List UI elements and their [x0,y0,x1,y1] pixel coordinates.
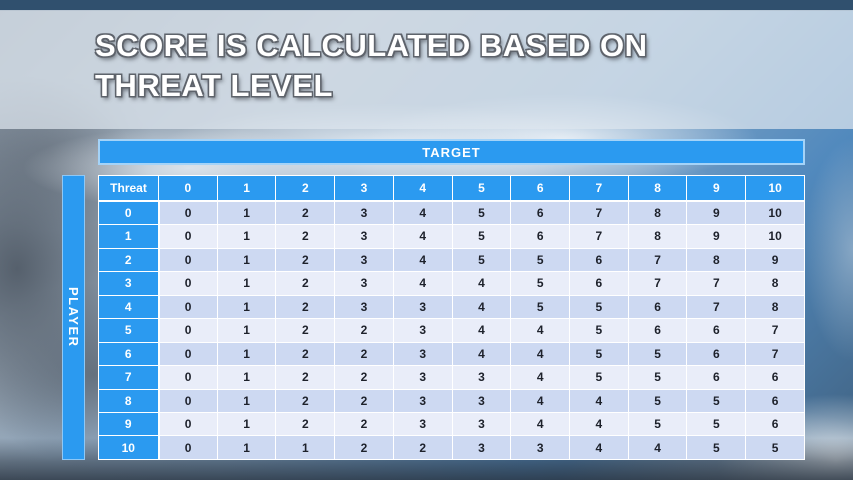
score-cell: 10 [746,201,805,225]
score-cell: 2 [276,225,335,248]
target-col-header: 1 [217,176,276,201]
score-cell: 7 [687,295,746,318]
score-cell: 5 [628,342,687,365]
score-cell: 6 [570,248,629,271]
score-cell: 5 [511,295,570,318]
score-cell: 6 [746,413,805,436]
score-cell: 6 [628,295,687,318]
score-table-header [99,176,805,201]
score-cell: 1 [217,342,276,365]
score-cell: 2 [335,436,394,460]
score-cell: 1 [217,225,276,248]
target-col-header: 4 [393,176,452,201]
table-row [99,366,805,389]
score-cell: 3 [393,366,452,389]
score-cell: 0 [159,436,218,460]
score-cell: 1 [217,389,276,412]
score-cell: 4 [628,436,687,460]
score-table [98,175,805,460]
score-cell: 5 [570,295,629,318]
score-cell: 2 [393,436,452,460]
score-cell: 1 [217,436,276,460]
score-cell: 3 [393,295,452,318]
score-cell: 3 [393,389,452,412]
score-cell: 3 [452,436,511,460]
score-cell: 6 [511,201,570,225]
player-banner [62,175,85,460]
score-cell: 2 [335,413,394,436]
score-cell: 7 [628,248,687,271]
table-row [99,225,805,248]
score-cell: 4 [452,342,511,365]
score-cell: 5 [570,342,629,365]
score-cell: 3 [335,225,394,248]
score-cell: 0 [159,225,218,248]
threat-row-label: 7 [99,366,159,389]
score-cell: 4 [393,201,452,225]
score-cell: 0 [159,413,218,436]
score-cell: 3 [452,366,511,389]
threat-row-label: 9 [99,413,159,436]
threat-row-label: 0 [99,201,159,225]
player-label: PLAYER [66,287,81,348]
score-cell: 5 [628,366,687,389]
table-row [99,272,805,295]
target-col-header: 8 [628,176,687,201]
score-cell: 10 [746,225,805,248]
score-cell: 6 [511,225,570,248]
score-cell: 5 [570,319,629,342]
score-cell: 5 [687,436,746,460]
table-row [99,248,805,271]
score-cell: 5 [687,413,746,436]
target-label: TARGET [422,144,481,160]
score-cell: 8 [687,248,746,271]
score-cell: 0 [159,272,218,295]
score-cell: 3 [335,248,394,271]
score-cell: 9 [687,225,746,248]
score-cell: 7 [628,272,687,295]
score-cell: 7 [570,201,629,225]
score-cell: 2 [276,248,335,271]
score-cell: 7 [746,319,805,342]
score-cell: 1 [217,248,276,271]
score-cell: 2 [276,389,335,412]
score-cell: 1 [217,366,276,389]
score-cell: 4 [511,389,570,412]
score-cell: 5 [511,248,570,271]
score-cell: 2 [335,342,394,365]
score-cell: 6 [746,389,805,412]
score-cell: 4 [511,413,570,436]
score-cell: 1 [217,413,276,436]
table-row [99,436,805,460]
score-cell: 2 [335,366,394,389]
target-col-header: 0 [159,176,218,201]
score-cell: 6 [746,366,805,389]
score-cell: 4 [570,436,629,460]
score-cell: 5 [687,389,746,412]
score-cell: 4 [452,319,511,342]
score-cell: 1 [217,319,276,342]
target-col-header: 10 [746,176,805,201]
target-col-header: 2 [276,176,335,201]
target-banner [98,139,805,165]
score-cell: 6 [687,366,746,389]
threat-row-label: 6 [99,342,159,365]
table-row [99,201,805,225]
table-row [99,295,805,318]
score-cell: 0 [159,366,218,389]
score-cell: 9 [687,201,746,225]
score-cell: 3 [452,389,511,412]
score-cell: 7 [570,225,629,248]
score-cell: 3 [335,295,394,318]
score-cell: 3 [393,413,452,436]
score-cell: 5 [628,413,687,436]
score-cell: 0 [159,342,218,365]
score-cell: 7 [746,342,805,365]
score-cell: 4 [393,248,452,271]
score-cell: 2 [276,319,335,342]
score-cell: 2 [335,389,394,412]
score-cell: 4 [452,272,511,295]
target-col-header: 5 [452,176,511,201]
score-cell: 4 [570,413,629,436]
score-cell: 2 [276,295,335,318]
score-cell: 5 [746,436,805,460]
score-cell: 6 [628,319,687,342]
threat-row-label: 2 [99,248,159,271]
title-line-2: THREAT LEVEL [95,68,333,103]
score-cell: 5 [628,389,687,412]
threat-corner-header: Threat [99,176,159,201]
threat-row-label: 5 [99,319,159,342]
score-table-body [99,201,805,460]
score-cell: 5 [570,366,629,389]
title-line-1: SCORE IS CALCULATED BASED ON [95,28,648,63]
score-cell: 0 [159,319,218,342]
score-cell: 5 [452,225,511,248]
score-cell: 4 [511,342,570,365]
score-cell: 3 [393,319,452,342]
target-col-header: 3 [335,176,394,201]
threat-row-label: 3 [99,272,159,295]
score-cell: 2 [276,366,335,389]
score-cell: 0 [159,389,218,412]
threat-row-label: 10 [99,436,159,460]
score-cell: 8 [628,201,687,225]
target-col-header: 7 [570,176,629,201]
score-cell: 8 [746,272,805,295]
score-cell: 4 [452,295,511,318]
score-cell: 5 [452,201,511,225]
score-cell: 0 [159,248,218,271]
score-cell: 6 [687,342,746,365]
score-cell: 6 [687,319,746,342]
score-cell: 2 [276,342,335,365]
score-cell: 2 [276,413,335,436]
score-cell: 4 [511,319,570,342]
score-cell: 1 [217,201,276,225]
table-row [99,342,805,365]
score-cell: 3 [452,413,511,436]
threat-row-label: 4 [99,295,159,318]
score-cell: 4 [511,366,570,389]
score-cell: 0 [159,201,218,225]
score-cell: 2 [276,201,335,225]
score-cell: 3 [393,342,452,365]
target-col-header: 6 [511,176,570,201]
table-row [99,319,805,342]
score-cell: 4 [393,225,452,248]
score-cell: 5 [452,248,511,271]
score-cell: 2 [335,319,394,342]
target-col-header: 9 [687,176,746,201]
table-row [99,413,805,436]
score-cell: 4 [570,389,629,412]
score-cell: 3 [511,436,570,460]
score-cell: 8 [746,295,805,318]
score-cell: 2 [276,272,335,295]
score-cell: 3 [335,272,394,295]
score-cell: 1 [276,436,335,460]
score-cell: 7 [687,272,746,295]
score-cell: 8 [628,225,687,248]
score-cell: 9 [746,248,805,271]
score-cell: 4 [393,272,452,295]
slide-title [95,26,815,106]
threat-row-label: 8 [99,389,159,412]
score-cell: 3 [335,201,394,225]
table-row [99,389,805,412]
threat-row-label: 1 [99,225,159,248]
score-cell: 6 [570,272,629,295]
score-cell: 1 [217,295,276,318]
score-cell: 5 [511,272,570,295]
score-cell: 0 [159,295,218,318]
score-cell: 1 [217,272,276,295]
